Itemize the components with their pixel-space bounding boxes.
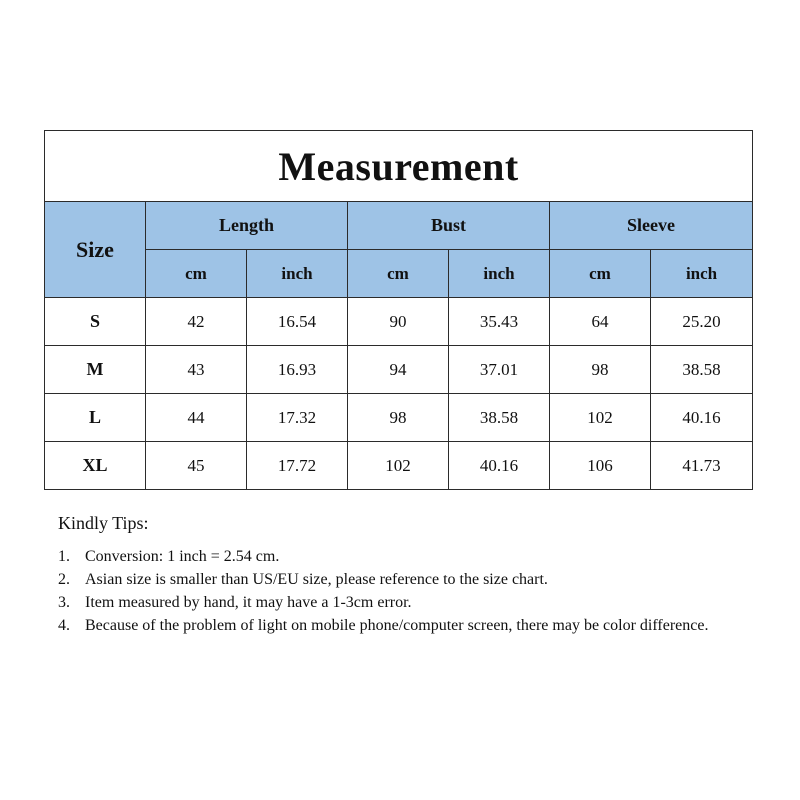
value-cell: 102 <box>348 442 449 490</box>
bust-group-header: Bust <box>348 202 550 250</box>
value-cell: 106 <box>550 442 651 490</box>
value-cell: 40.16 <box>651 394 753 442</box>
tip-text: Asian size is smaller than US/EU size, please reference to the size chart. <box>85 571 548 588</box>
value-cell: 43 <box>146 346 247 394</box>
value-cell: 17.72 <box>247 442 348 490</box>
tips-title: Kindly Tips: <box>58 513 149 533</box>
tip-item <box>58 545 748 568</box>
value-cell: 102 <box>550 394 651 442</box>
unit-header: cm <box>146 250 247 298</box>
kindly-tips <box>58 512 748 637</box>
tip-number: 2. <box>58 571 70 588</box>
unit-header: inch <box>651 250 753 298</box>
tip-text: Because of the problem of light on mobile phone/computer screen, there may be color difference. <box>85 617 709 634</box>
value-cell: 98 <box>348 394 449 442</box>
unit-header: cm <box>348 250 449 298</box>
tip-text: Item measured by hand, it may have a 1-3cm error. <box>85 594 412 611</box>
table-row <box>45 298 753 346</box>
unit-header: cm <box>550 250 651 298</box>
size-cell: L <box>45 394 146 442</box>
value-cell: 44 <box>146 394 247 442</box>
value-cell: 16.93 <box>247 346 348 394</box>
size-cell: M <box>45 346 146 394</box>
value-cell: 64 <box>550 298 651 346</box>
value-cell: 38.58 <box>449 394 550 442</box>
value-cell: 41.73 <box>651 442 753 490</box>
tip-number: 4. <box>58 617 70 634</box>
tip-number: 3. <box>58 594 70 611</box>
value-cell: 16.54 <box>247 298 348 346</box>
size-cell: S <box>45 298 146 346</box>
table-row <box>45 346 753 394</box>
tip-item <box>58 591 748 614</box>
size-table-container <box>44 130 752 490</box>
unit-header: inch <box>247 250 348 298</box>
size-column-header: Size <box>45 202 146 298</box>
unit-header: inch <box>449 250 550 298</box>
table-row <box>45 442 753 490</box>
size-table <box>44 130 753 490</box>
value-cell: 17.32 <box>247 394 348 442</box>
table-row <box>45 394 753 442</box>
table-title: Measurement <box>45 131 753 202</box>
value-cell: 38.58 <box>651 346 753 394</box>
tip-item <box>58 568 748 591</box>
tip-item <box>58 614 748 637</box>
value-cell: 98 <box>550 346 651 394</box>
value-cell: 40.16 <box>449 442 550 490</box>
value-cell: 35.43 <box>449 298 550 346</box>
value-cell: 94 <box>348 346 449 394</box>
value-cell: 90 <box>348 298 449 346</box>
value-cell: 45 <box>146 442 247 490</box>
length-group-header: Length <box>146 202 348 250</box>
tip-number: 1. <box>58 548 70 565</box>
size-cell: XL <box>45 442 146 490</box>
value-cell: 25.20 <box>651 298 753 346</box>
tip-text: Conversion: 1 inch = 2.54 cm. <box>85 548 280 565</box>
value-cell: 42 <box>146 298 247 346</box>
sleeve-group-header: Sleeve <box>550 202 753 250</box>
value-cell: 37.01 <box>449 346 550 394</box>
